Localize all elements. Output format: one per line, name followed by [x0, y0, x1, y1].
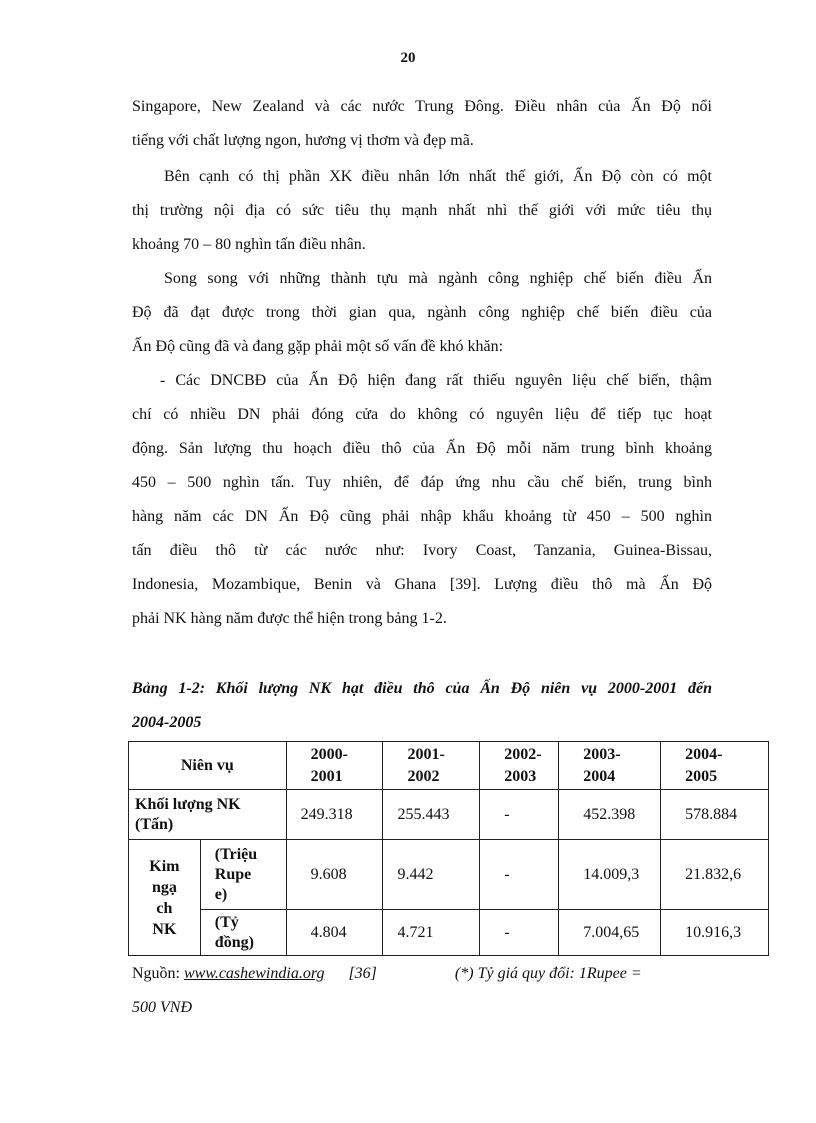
source-ref: [36]: [348, 965, 377, 982]
import-value-label: Kim ngạ ch NK: [129, 840, 201, 956]
text-line: Song song với những thành tựu mà ngành công nghiệp chế biến điều Ấn: [164, 270, 712, 287]
year-header: 2003- 2004: [559, 742, 661, 790]
header-row: [129, 742, 769, 790]
table-cell: 14.009,3: [559, 840, 661, 910]
text-line: - Các DNCBĐ của Ấn Độ hiện đang rất thiếu nguyên liệu chế biến, thậm: [160, 372, 712, 389]
text-line: Indonesia, Mozambique, Benin và Ghana [39]. Lượng điều thô mà Ấn Độ: [132, 576, 712, 593]
volume-label: Khối lượng NK (Tấn): [129, 790, 287, 840]
text-line: phải NK hàng năm được thể hiện trong bảng 1-2.: [132, 610, 447, 627]
text-line: 450 – 500 nghìn tấn. Tuy nhiên, để đáp ứng nhu cầu chế biến, trung bình: [132, 474, 712, 491]
text-line: Ấn Độ cũng đã và đang gặp phải một số vấn đề khó khăn:: [132, 338, 504, 355]
table-cell: 9.442: [383, 840, 480, 910]
table-cell: 249.318: [286, 790, 383, 840]
table-cell: 7.004,65: [559, 910, 661, 956]
paragraph-1: [132, 90, 712, 158]
table-cell: -: [480, 910, 559, 956]
table-cell: 4.721: [383, 910, 480, 956]
text-line: hàng năm các DN Ấn Độ cũng phải nhập khẩu khoảng từ 450 – 500 nghìn: [132, 508, 712, 525]
text-line: khoảng 70 – 80 nghìn tấn điều nhân.: [132, 236, 366, 253]
text-line: tiếng với chất lượng ngon, hương vị thơm và đẹp mã.: [132, 132, 474, 149]
text-line: chí có nhiều DN phải đóng cửa do không có nguyên liệu để tiếp tục hoạt: [132, 406, 712, 423]
paragraph-4: [132, 364, 712, 636]
table-cell: 255.443: [383, 790, 480, 840]
source-line: [132, 960, 642, 988]
paragraph-3: [132, 262, 712, 364]
text-line: Bên cạnh có thị phần XK điều nhân lớn nhất thế giới, Ấn Độ còn có một: [164, 168, 712, 185]
table-cell: 21.832,6: [661, 840, 769, 910]
season-header: Niên vụ: [129, 742, 287, 790]
text-line: tấn điều thô từ các nước như: Ivory Coast, Tanzania, Guinea-Bissau,: [132, 542, 712, 559]
table-cell: 452.398: [559, 790, 661, 840]
source-prefix: Nguồn:: [132, 965, 184, 982]
text-line: Singapore, New Zealand và các nước Trung Đông. Điều nhân của Ấn Độ nổi: [132, 98, 712, 115]
year-header: 2004- 2005: [661, 742, 769, 790]
rupee-row: [129, 840, 769, 910]
caption-line: 2004-2005: [132, 714, 202, 731]
table-cell: -: [480, 840, 559, 910]
text-line: động. Sản lượng thu hoạch điều thô của Ấn Độ mỗi năm trung bình khoảng: [132, 440, 712, 457]
text-line: Độ đã đạt được trong thời gian qua, ngành công nghiệp chế biến điều của: [132, 304, 712, 321]
table-cell: 578.884: [661, 790, 769, 840]
cashew-import-table: [128, 741, 769, 956]
caption-line: Bảng 1-2: Khối lượng NK hạt điều thô của Ấn Độ niên vụ 2000-2001 đến: [132, 680, 712, 697]
dong-unit-label: (Tỷ đồng): [200, 910, 286, 956]
table-caption: [132, 672, 712, 740]
exchange-rate-value: 500 VNĐ: [132, 999, 192, 1016]
source-link[interactable]: www.cashewindia.org: [184, 965, 325, 982]
table-cell: 9.608: [286, 840, 383, 910]
rupee-unit-label: (Triệu Rupe e): [200, 840, 286, 910]
table-cell: 10.916,3: [661, 910, 769, 956]
exchange-rate-note: (*) Tỷ giá quy đổi: 1Rupee =: [454, 965, 642, 982]
year-header: 2002- 2003: [480, 742, 559, 790]
table-cell: 4.804: [286, 910, 383, 956]
dong-row: [129, 910, 769, 956]
page-number: 20: [400, 50, 416, 66]
year-header: 2000- 2001: [286, 742, 383, 790]
text-line: thị trường nội địa có sức tiêu thụ mạnh nhất nhì thế giới với mức tiêu thụ: [132, 202, 712, 219]
paragraph-2: [132, 160, 712, 262]
volume-row: [129, 790, 769, 840]
table-cell: -: [480, 790, 559, 840]
year-header: 2001- 2002: [383, 742, 480, 790]
